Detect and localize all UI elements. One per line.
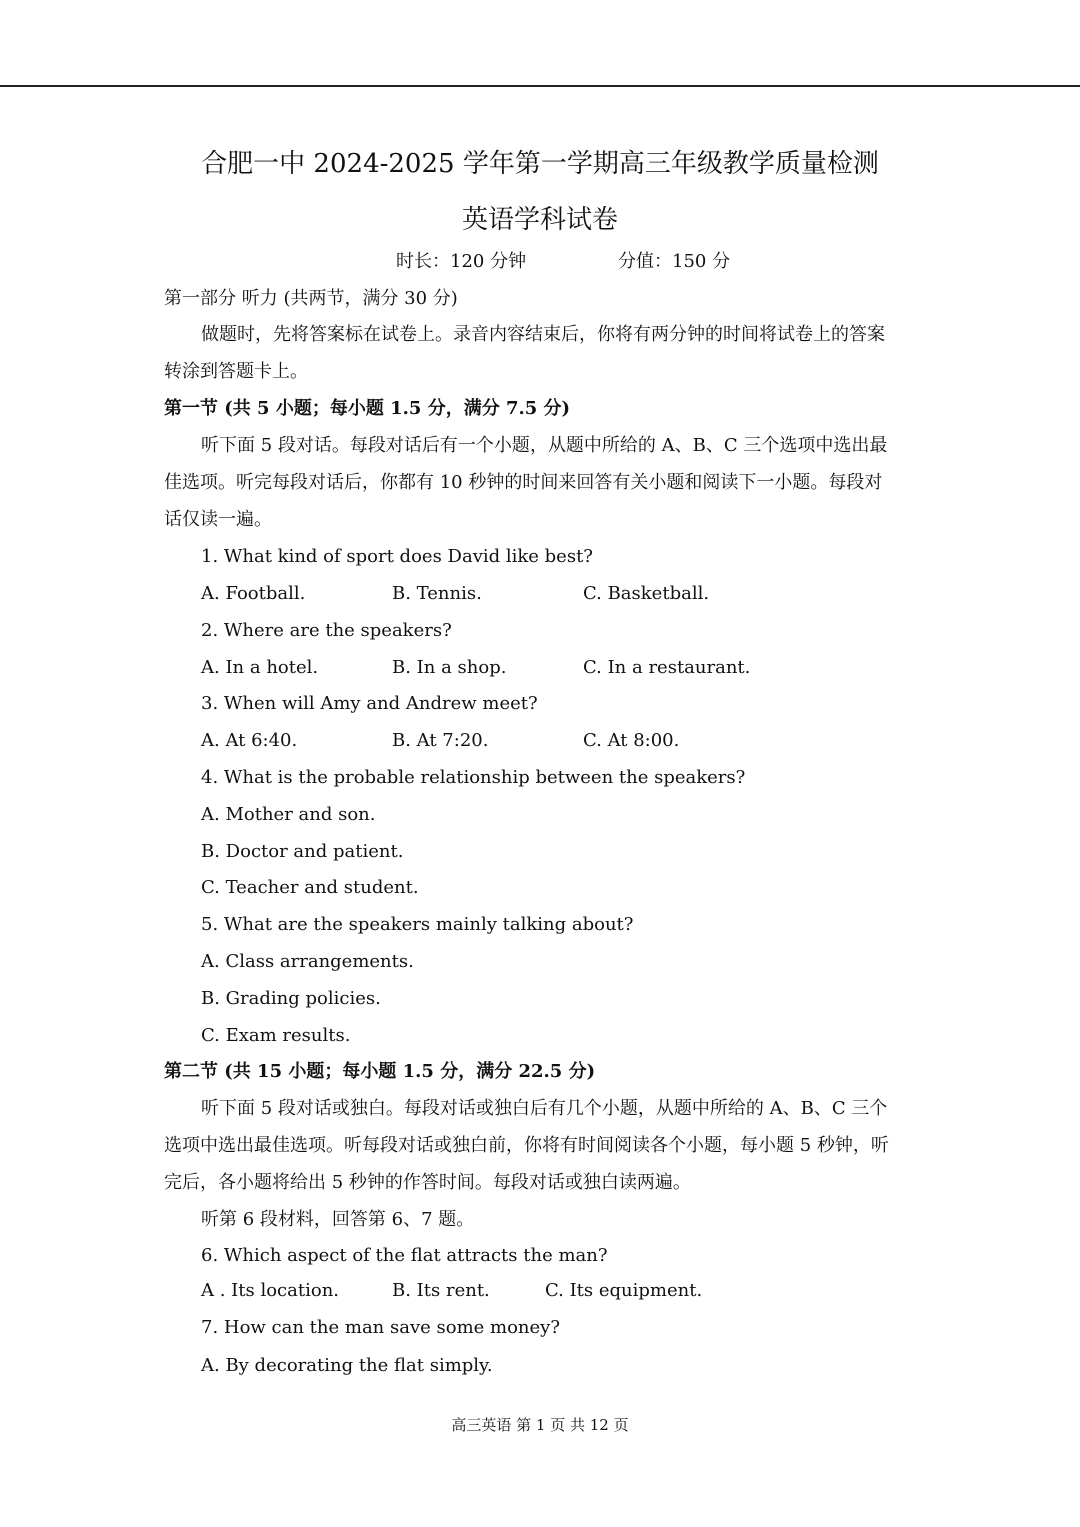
question-3: 3. When will Amy and Andrew meet?	[201, 693, 538, 714]
section2-directions-2: 选项中选出最佳选项。听每段对话或独白前，你将有时间阅读各个小题，每小题 5 秒钟，听	[164, 1135, 889, 1156]
q4-option-c: C. Teacher and student.	[201, 877, 419, 898]
question-5: 5. What are the speakers mainly talking about?	[201, 914, 634, 935]
question-1: 1. What kind of sport does David like best?	[201, 546, 593, 567]
q1-option-a: A. Football.	[201, 583, 306, 604]
q3-option-b: B. At 7:20.	[392, 730, 489, 751]
exam-subtitle: 英语学科试卷	[461, 205, 618, 235]
exam-title: 合肥一中 2024-2025 学年第一学期高三年级教学质量检测	[201, 149, 879, 179]
top-rule	[0, 85, 1080, 87]
question-4: 4. What is the probable relationship between the speakers?	[201, 767, 746, 788]
question-6: 6. Which aspect of the flat attracts the man?	[201, 1245, 608, 1266]
q1-option-c: C. Basketball.	[583, 583, 710, 604]
q1-option-b: B. Tennis.	[392, 583, 482, 604]
material-6-note: 听第 6 段材料，回答第 6、7 题。	[201, 1209, 475, 1230]
page-footer: 高三英语 第 1 页 共 12 页	[451, 1416, 629, 1434]
q5-option-a: A. Class arrangements.	[201, 951, 414, 972]
section1-directions-2: 佳选项。听完每段对话后，你都有 10 秒钟的时间来回答有关小题和阅读下一小题。每段对	[164, 472, 883, 493]
section2-heading: 第二节 (共 15 小题；每小题 1.5 分，满分 22.5 分)	[164, 1061, 596, 1082]
q4-option-a: A. Mother and son.	[201, 804, 376, 825]
section1-directions-1: 听下面 5 段对话。每段对话后有一个小题，从题中所给的 A、B、C 三个选项中选出最	[201, 435, 888, 456]
section2-directions-1: 听下面 5 段对话或独白。每段对话或独白后有几个小题，从题中所给的 A、B、C 三个	[201, 1098, 888, 1119]
part1-instructions-1: 做题时，先将答案标在试卷上。录音内容结束后，你将有两分钟的时间将试卷上的答案	[201, 324, 885, 345]
duration: 时长：120 分钟	[396, 251, 527, 272]
q7-option-a: A. By decorating the flat simply.	[201, 1355, 493, 1376]
q3-option-a: A. At 6:40.	[201, 730, 298, 751]
q5-option-c: C. Exam results.	[201, 1025, 351, 1046]
q6-option-c: C. Its equipment.	[545, 1280, 703, 1301]
q6-option-a: A . Its location.	[201, 1280, 340, 1301]
section2-directions-3: 完后，各小题将给出 5 秒钟的作答时间。每段对话或独白读两遍。	[164, 1172, 691, 1193]
section1-directions-3: 话仅读一遍。	[164, 509, 272, 530]
question-2: 2. Where are the speakers?	[201, 620, 452, 641]
q5-option-b: B. Grading policies.	[201, 988, 381, 1009]
score: 分值：150 分	[618, 251, 731, 272]
q6-option-b: B. Its rent.	[392, 1280, 490, 1301]
section1-heading: 第一节 (共 5 小题；每小题 1.5 分，满分 7.5 分)	[164, 398, 571, 419]
question-7: 7. How can the man save some money?	[201, 1317, 560, 1338]
q2-option-b: B. In a shop.	[392, 657, 507, 678]
q2-option-a: A. In a hotel.	[201, 657, 319, 678]
part1-instructions-2: 转涂到答题卡上。	[164, 361, 308, 382]
part1-heading: 第一部分 听力 (共两节，满分 30 分)	[164, 288, 458, 309]
q4-option-b: B. Doctor and patient.	[201, 841, 404, 862]
q3-option-c: C. At 8:00.	[583, 730, 680, 751]
q2-option-c: C. In a restaurant.	[583, 657, 751, 678]
